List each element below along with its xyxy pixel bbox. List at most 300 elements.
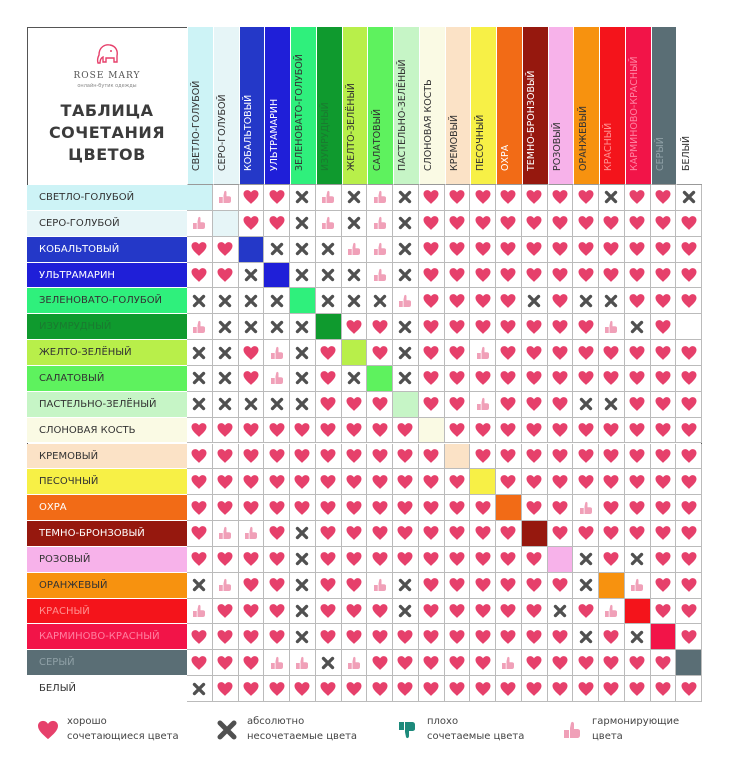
table-cell (393, 650, 419, 676)
table-cell (316, 495, 342, 521)
table-cell (342, 521, 368, 547)
table-cell (470, 521, 496, 547)
table-cell (393, 340, 419, 366)
heart-icon (345, 397, 362, 412)
heart-icon (629, 474, 646, 489)
heart-icon (680, 500, 697, 515)
table-cell (599, 676, 625, 702)
heart-icon (654, 423, 671, 438)
table-cell (264, 573, 290, 599)
table-cell (496, 366, 522, 392)
table-cell (367, 624, 393, 650)
table-cell (239, 340, 265, 366)
cross-icon (296, 346, 309, 359)
cross-icon (631, 320, 644, 333)
table-cell (187, 314, 213, 340)
heart-icon (448, 190, 465, 205)
table-cell (496, 676, 522, 702)
table-cell (239, 263, 265, 289)
heart-icon (629, 500, 646, 515)
table-cell (393, 444, 419, 470)
heart-icon (551, 629, 568, 644)
column-label: ЗЕЛЕНОВАТО-ГОЛУБОЙ (294, 54, 306, 171)
heart-icon (320, 397, 337, 412)
cross-icon (193, 294, 206, 307)
table-cell (367, 211, 393, 237)
table-cell (548, 624, 574, 650)
heart-icon (474, 526, 491, 541)
table-cell (367, 263, 393, 289)
column-header (419, 27, 445, 185)
thumbs-up-icon (604, 319, 619, 334)
table-cell (393, 314, 419, 340)
table-cell (187, 547, 213, 573)
heart-icon (191, 242, 208, 257)
cross-icon (193, 372, 206, 385)
table-cell (548, 676, 574, 702)
table-cell (239, 624, 265, 650)
table-cell (445, 599, 471, 625)
table-cell (367, 676, 393, 702)
table-cell (239, 650, 265, 676)
heart-icon (629, 293, 646, 308)
table-cell (445, 650, 471, 676)
table-cell (573, 340, 599, 366)
table-cell (676, 211, 702, 237)
table-cell (393, 676, 419, 702)
heart-icon (423, 293, 440, 308)
column-label: ПАСТЕЛЬНО-ЗЕЛЁНЫЙ (397, 59, 409, 171)
row-header: ИЗУМРУДНЫЙ (27, 314, 187, 340)
heart-icon (320, 629, 337, 644)
heart-icon (500, 345, 517, 360)
table-cell (316, 340, 342, 366)
heart-icon (603, 345, 620, 360)
column-label: СЛОНОВАЯ КОСТЬ (423, 79, 435, 171)
heart-icon (371, 448, 388, 463)
thumbs-up-icon (475, 397, 490, 412)
table-cell (470, 340, 496, 366)
cross-icon (322, 243, 335, 256)
heart-icon (526, 629, 543, 644)
table-cell (599, 237, 625, 263)
table-cell (522, 676, 548, 702)
thumbs-up-icon (372, 242, 387, 257)
table-cell (290, 211, 316, 237)
table-cell (342, 237, 368, 263)
row-header: ЖЕЛТО-ЗЕЛЁНЫЙ (27, 340, 187, 366)
heart-icon (603, 216, 620, 231)
heart-icon (500, 681, 517, 696)
table-cell (522, 288, 548, 314)
table-cell (342, 650, 368, 676)
heart-icon (629, 190, 646, 205)
column-header (470, 27, 496, 185)
table-cell (522, 185, 548, 211)
heart-icon (551, 655, 568, 670)
diagonal-cell (290, 288, 316, 314)
heart-icon (474, 681, 491, 696)
table-cell (496, 340, 522, 366)
table-cell (470, 599, 496, 625)
table-cell (573, 469, 599, 495)
heart-icon (654, 655, 671, 670)
cross-icon (399, 579, 412, 592)
table-cell (187, 340, 213, 366)
table-cell (290, 314, 316, 340)
heart-icon (654, 397, 671, 412)
column-header (393, 27, 419, 185)
thumbs-up-icon (346, 655, 361, 670)
table-cell (548, 521, 574, 547)
table-cell (573, 392, 599, 418)
heart-icon (629, 448, 646, 463)
table-cell (239, 676, 265, 702)
heart-icon (577, 526, 594, 541)
cross-icon (244, 268, 257, 281)
heart-icon (448, 371, 465, 386)
cross-icon (399, 320, 412, 333)
row-header: СЛОНОВАЯ КОСТЬ (27, 418, 187, 444)
heart-icon (577, 604, 594, 619)
heart-icon (371, 552, 388, 567)
table-cell (264, 340, 290, 366)
heart-icon (603, 629, 620, 644)
table-cell (187, 599, 213, 625)
table-cell (187, 573, 213, 599)
table-cell (419, 624, 445, 650)
heart-icon (217, 448, 234, 463)
heart-icon (526, 267, 543, 282)
heart-icon (474, 604, 491, 619)
heart-icon (423, 552, 440, 567)
cross-icon (399, 346, 412, 359)
legend-harmony-line2: цвета (592, 731, 623, 742)
table-cell (290, 237, 316, 263)
table-cell (445, 521, 471, 547)
heart-icon (654, 242, 671, 257)
column-label: САЛАТОВЫЙ (371, 108, 383, 171)
table-cell (419, 366, 445, 392)
table-cell (522, 469, 548, 495)
table-cell (573, 444, 599, 470)
heart-icon (448, 500, 465, 515)
heart-icon (268, 578, 285, 593)
table-cell (470, 392, 496, 418)
table-cell (290, 495, 316, 521)
column-label: ПЕСОЧНЫЙ (474, 114, 486, 171)
heart-icon (371, 345, 388, 360)
heart-icon (603, 242, 620, 257)
table-cell (599, 573, 625, 599)
table-cell (419, 314, 445, 340)
table-cell (548, 237, 574, 263)
heart-icon (242, 474, 259, 489)
table-cell (599, 469, 625, 495)
table-cell (625, 185, 651, 211)
table-cell (393, 624, 419, 650)
heart-icon (680, 267, 697, 282)
heart-icon (654, 293, 671, 308)
heart-icon (371, 629, 388, 644)
table-cell (239, 185, 265, 211)
cross-icon (322, 656, 335, 669)
heart-icon (242, 190, 259, 205)
table-cell (342, 676, 368, 702)
table-cell (393, 211, 419, 237)
table-cell (290, 366, 316, 392)
thumbs-up-icon (372, 267, 387, 282)
row-header: ТЕМНО-БРОНЗОВЫЙ (27, 521, 187, 547)
table-cell (213, 314, 239, 340)
cross-icon (296, 243, 309, 256)
heart-icon (268, 423, 285, 438)
column-header (239, 27, 265, 185)
heart-icon (526, 474, 543, 489)
table-cell (290, 418, 316, 444)
heart-icon (500, 242, 517, 257)
heart-icon (526, 423, 543, 438)
table-cell (625, 263, 651, 289)
table-cell (239, 444, 265, 470)
heart-icon (448, 345, 465, 360)
table-cell (213, 340, 239, 366)
cross-icon (553, 605, 566, 618)
table-cell (625, 366, 651, 392)
heart-icon (680, 474, 697, 489)
table-cell (625, 599, 651, 625)
table-cell (599, 314, 625, 340)
heart-icon (474, 448, 491, 463)
table-cell (573, 288, 599, 314)
row-header: ПАСТЕЛЬНО-ЗЕЛЁНЫЙ (27, 392, 187, 418)
heart-icon (448, 655, 465, 670)
table-cell (187, 521, 213, 547)
thumbs-up-icon (562, 720, 582, 740)
table-cell (316, 573, 342, 599)
table-cell (651, 263, 677, 289)
table-cell (548, 366, 574, 392)
heart-icon (577, 190, 594, 205)
heart-icon (500, 448, 517, 463)
table-cell (239, 521, 265, 547)
heart-icon (654, 474, 671, 489)
diagonal-cell (573, 573, 599, 599)
table-cell (187, 676, 213, 702)
diagonal-cell (651, 650, 677, 676)
heart-icon (654, 267, 671, 282)
table-cell (522, 340, 548, 366)
thumbs-up-icon (372, 190, 387, 205)
row-header: ПЕСОЧНЫЙ (27, 469, 187, 495)
heart-icon (320, 345, 337, 360)
table-cell (264, 314, 290, 340)
table-cell (470, 418, 496, 444)
heart-icon (268, 629, 285, 644)
heart-icon (242, 423, 259, 438)
table-cell (290, 599, 316, 625)
heart-icon (603, 500, 620, 515)
heart-icon (526, 500, 543, 515)
heart-icon (397, 681, 414, 696)
heart-icon (268, 604, 285, 619)
legend-harmony-line1: гармонирующие (592, 716, 680, 727)
table-cell (316, 392, 342, 418)
column-header (651, 27, 677, 185)
table-cell (573, 650, 599, 676)
heart-icon (474, 423, 491, 438)
thumbs-up-icon (604, 604, 619, 619)
table-cell (393, 263, 419, 289)
heart-icon (577, 448, 594, 463)
heart-icon (242, 578, 259, 593)
table-cell (419, 495, 445, 521)
heart-icon (500, 216, 517, 231)
heart-icon (320, 500, 337, 515)
table-cell (342, 547, 368, 573)
cross-icon (579, 630, 592, 643)
heart-icon (474, 267, 491, 282)
heart-icon (294, 681, 311, 696)
brand-subtitle: онлайн-бутик одежды (77, 83, 137, 89)
table-cell (625, 288, 651, 314)
table-cell (316, 599, 342, 625)
column-label: КРЕМОВЫЙ (448, 114, 460, 171)
heart-icon (474, 655, 491, 670)
heart-icon (268, 216, 285, 231)
cross-icon (270, 320, 283, 333)
thumbs-up-icon (578, 500, 593, 515)
table-cell (213, 288, 239, 314)
cross-icon (579, 294, 592, 307)
heart-icon (397, 655, 414, 670)
heart-icon (371, 319, 388, 334)
cross-icon (219, 398, 232, 411)
heart-icon (448, 629, 465, 644)
heart-icon (500, 371, 517, 386)
table-cell (393, 366, 419, 392)
heart-icon (680, 293, 697, 308)
table-cell (651, 288, 677, 314)
cross-icon (296, 630, 309, 643)
table-cell (548, 418, 574, 444)
table-cell (213, 469, 239, 495)
thumbs-up-icon (346, 242, 361, 257)
table-cell (419, 444, 445, 470)
cross-icon (296, 191, 309, 204)
heart-icon (474, 552, 491, 567)
column-label: УЛЬТРАМАРИН (268, 98, 280, 171)
heart-icon (526, 681, 543, 696)
heart-icon (423, 267, 440, 282)
cross-icon (399, 217, 412, 230)
heart-icon (577, 423, 594, 438)
thumbs-down-icon (397, 720, 417, 740)
heart-icon (448, 604, 465, 619)
table-cell (496, 288, 522, 314)
heart-icon (345, 578, 362, 593)
cross-icon (296, 398, 309, 411)
table-cell (445, 392, 471, 418)
heart-icon (526, 655, 543, 670)
heart-icon (448, 397, 465, 412)
table-cell (470, 676, 496, 702)
heart-icon (423, 604, 440, 619)
table-cell (573, 547, 599, 573)
heart-icon (577, 319, 594, 334)
heart-icon (320, 604, 337, 619)
diagonal-cell (393, 392, 419, 418)
table-cell (445, 288, 471, 314)
row-header: СВЕТЛО-ГОЛУБОЙ (27, 185, 187, 211)
heart-icon (654, 578, 671, 593)
table-cell (676, 418, 702, 444)
heart-icon (242, 552, 259, 567)
table-cell (367, 237, 393, 263)
table-cell (445, 211, 471, 237)
heart-icon (320, 578, 337, 593)
table-cell (419, 237, 445, 263)
heart-icon (242, 500, 259, 515)
thumbs-up-icon (475, 345, 490, 360)
heart-icon (423, 500, 440, 515)
table-cell (676, 573, 702, 599)
table-cell (213, 392, 239, 418)
heart-icon (500, 319, 517, 334)
heart-icon (294, 500, 311, 515)
cross-icon (347, 191, 360, 204)
table-cell (651, 521, 677, 547)
heart-icon (680, 448, 697, 463)
heart-icon (191, 655, 208, 670)
table-cell (367, 521, 393, 547)
heart-icon (500, 397, 517, 412)
table-cell (393, 418, 419, 444)
table-cell (367, 547, 393, 573)
column-header (522, 27, 548, 185)
table-cell (573, 211, 599, 237)
legend-poor-line1: плохо (427, 716, 459, 727)
heart-icon (474, 500, 491, 515)
table-cell (187, 624, 213, 650)
cross-icon (347, 372, 360, 385)
table-cell (651, 624, 677, 650)
table-cell (651, 469, 677, 495)
table-cell (522, 392, 548, 418)
table-cell (419, 392, 445, 418)
cross-icon (631, 553, 644, 566)
legend-bad-line2: несочетаемые цвета (247, 731, 358, 742)
table-cell (393, 185, 419, 211)
table-cell (239, 599, 265, 625)
diagonal-cell (239, 237, 265, 263)
heart-icon (629, 345, 646, 360)
column-label: БЕЛЫЙ (680, 135, 692, 171)
thumbs-up-icon (321, 190, 336, 205)
cross-icon (347, 268, 360, 281)
heart-icon (423, 629, 440, 644)
heart-icon (577, 267, 594, 282)
table-cell (573, 314, 599, 340)
row-header: КОБАЛЬТОВЫЙ (27, 237, 187, 263)
table-cell (470, 211, 496, 237)
column-label: КОБАЛЬТОВЫЙ (242, 94, 254, 171)
table-cell (470, 573, 496, 599)
table-cell (239, 392, 265, 418)
page-title (27, 100, 187, 166)
table-cell (676, 392, 702, 418)
heart-icon (526, 397, 543, 412)
